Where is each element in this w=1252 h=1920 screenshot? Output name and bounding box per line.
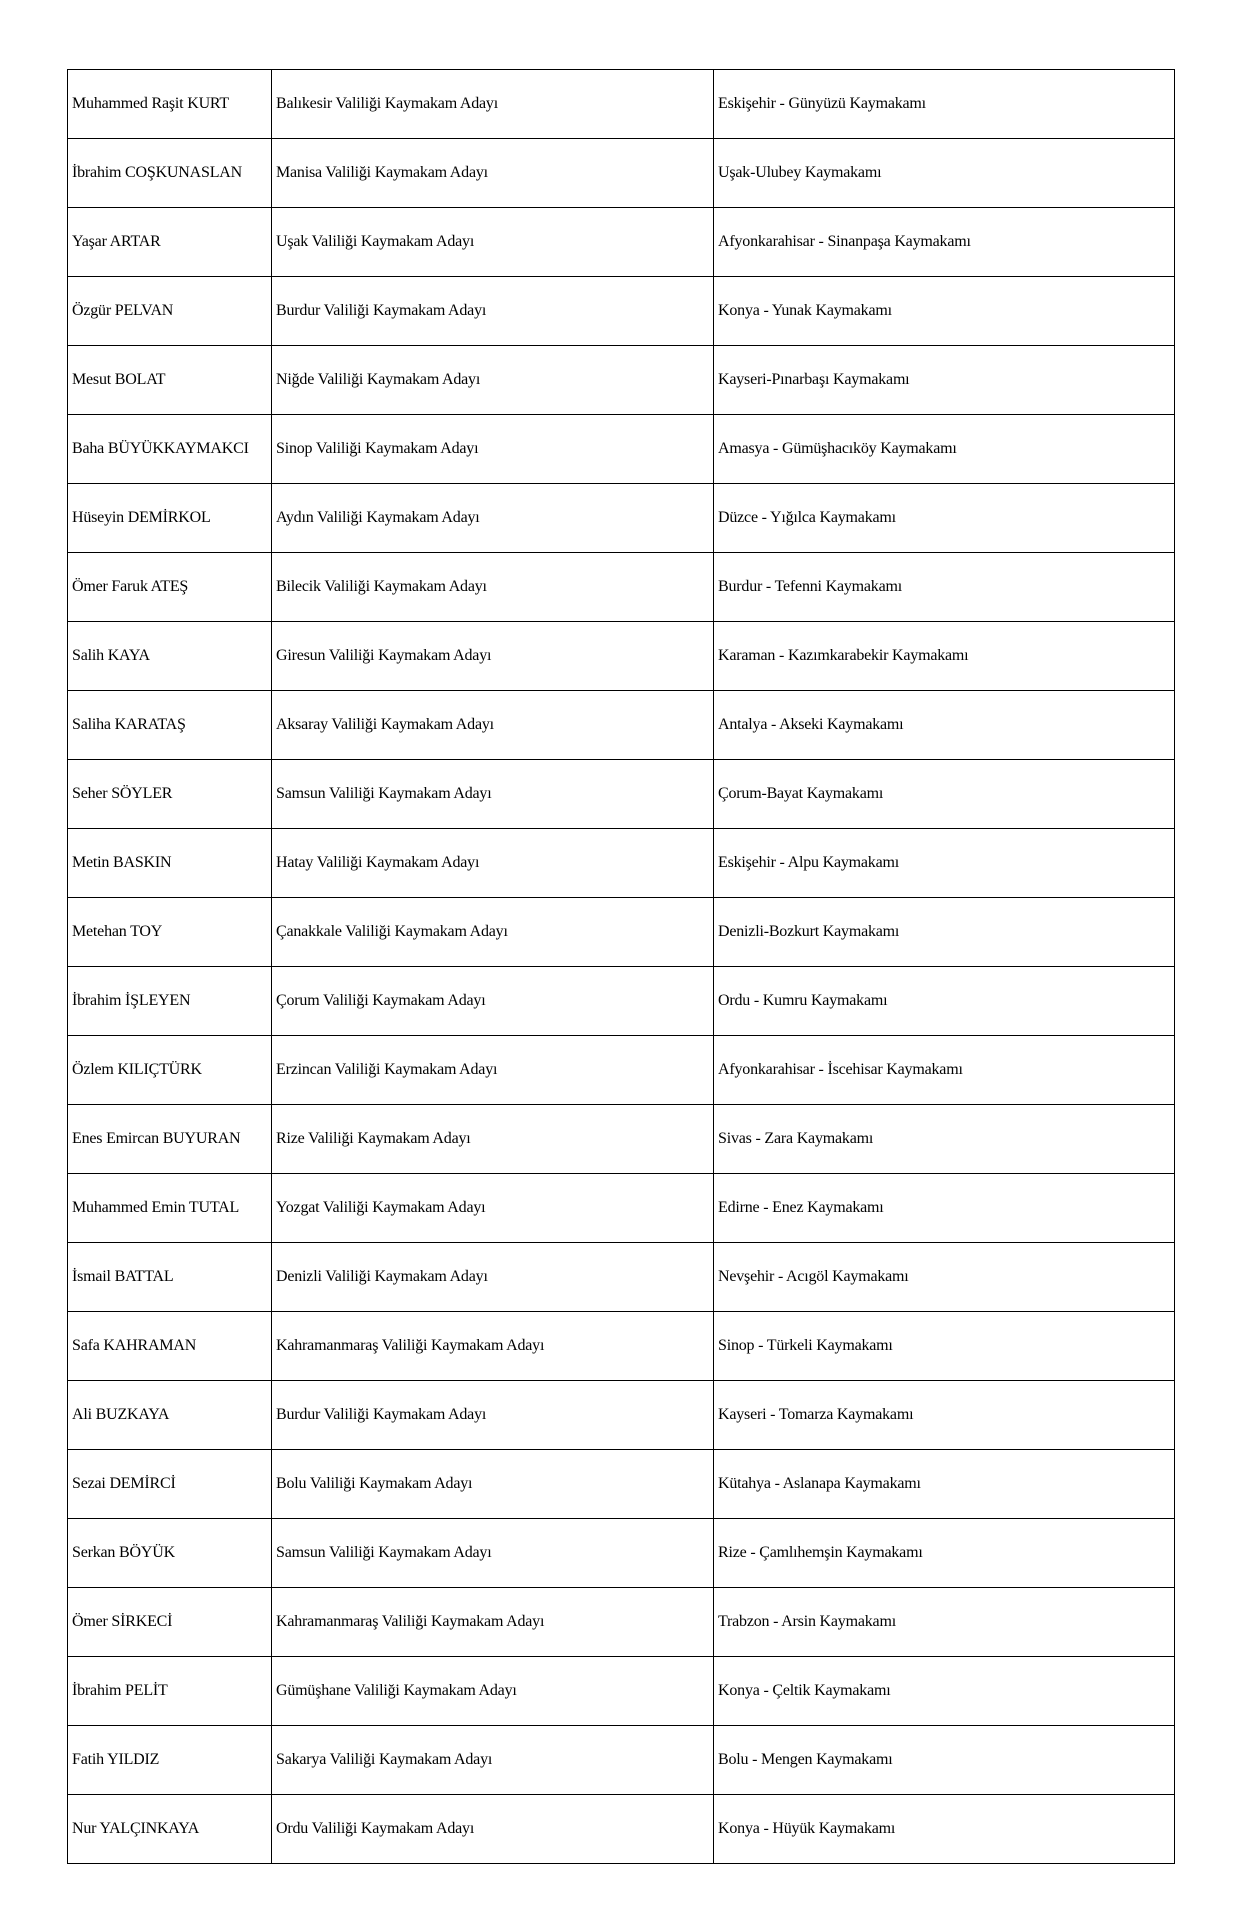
- current-post-cell: Burdur Valiliği Kaymakam Adayı: [272, 1381, 714, 1450]
- table-row: [68, 208, 1175, 277]
- current-post-cell: Çorum Valiliği Kaymakam Adayı: [272, 967, 714, 1036]
- name-cell: Ömer SİRKECİ: [68, 1588, 272, 1657]
- table-row: [68, 70, 1175, 139]
- new-post-cell: Düzce - Yığılca Kaymakamı: [714, 484, 1175, 553]
- table-row: [68, 1174, 1175, 1243]
- table-row: [68, 1243, 1175, 1312]
- current-post-cell: Bilecik Valiliği Kaymakam Adayı: [272, 553, 714, 622]
- current-post-cell: Erzincan Valiliği Kaymakam Adayı: [272, 1036, 714, 1105]
- new-post-cell: Sinop - Türkeli Kaymakamı: [714, 1312, 1175, 1381]
- new-post-cell: Trabzon - Arsin Kaymakamı: [714, 1588, 1175, 1657]
- name-cell: İsmail BATTAL: [68, 1243, 272, 1312]
- new-post-cell: Bolu - Mengen Kaymakamı: [714, 1726, 1175, 1795]
- table-row: [68, 553, 1175, 622]
- table-row: [68, 1657, 1175, 1726]
- current-post-cell: Bolu Valiliği Kaymakam Adayı: [272, 1450, 714, 1519]
- current-post-cell: Hatay Valiliği Kaymakam Adayı: [272, 829, 714, 898]
- new-post-cell: Afyonkarahisar - İscehisar Kaymakamı: [714, 1036, 1175, 1105]
- new-post-cell: Çorum-Bayat Kaymakamı: [714, 760, 1175, 829]
- name-cell: Ali BUZKAYA: [68, 1381, 272, 1450]
- new-post-cell: Kütahya - Aslanapa Kaymakamı: [714, 1450, 1175, 1519]
- name-cell: Özlem KILIÇTÜRK: [68, 1036, 272, 1105]
- name-cell: İbrahim İŞLEYEN: [68, 967, 272, 1036]
- new-post-cell: Nevşehir - Acıgöl Kaymakamı: [714, 1243, 1175, 1312]
- current-post-cell: Yozgat Valiliği Kaymakam Adayı: [272, 1174, 714, 1243]
- name-cell: Ömer Faruk ATEŞ: [68, 553, 272, 622]
- table-row: [68, 484, 1175, 553]
- new-post-cell: Konya - Çeltik Kaymakamı: [714, 1657, 1175, 1726]
- table-row: [68, 346, 1175, 415]
- table-row: [68, 1312, 1175, 1381]
- name-cell: Sezai DEMİRCİ: [68, 1450, 272, 1519]
- name-cell: Salih KAYA: [68, 622, 272, 691]
- table-row: [68, 760, 1175, 829]
- name-cell: İbrahim COŞKUNASLAN: [68, 139, 272, 208]
- name-cell: Seher SÖYLER: [68, 760, 272, 829]
- name-cell: Fatih YILDIZ: [68, 1726, 272, 1795]
- table-row: [68, 829, 1175, 898]
- table-row: [68, 139, 1175, 208]
- table-row: [68, 277, 1175, 346]
- current-post-cell: Giresun Valiliği Kaymakam Adayı: [272, 622, 714, 691]
- new-post-cell: Uşak-Ulubey Kaymakamı: [714, 139, 1175, 208]
- name-cell: Baha BÜYÜKKAYMAKCI: [68, 415, 272, 484]
- name-cell: Serkan BÖYÜK: [68, 1519, 272, 1588]
- new-post-cell: Karaman - Kazımkarabekir Kaymakamı: [714, 622, 1175, 691]
- name-cell: Muhammed Emin TUTAL: [68, 1174, 272, 1243]
- new-post-cell: Denizli-Bozkurt Kaymakamı: [714, 898, 1175, 967]
- new-post-cell: Afyonkarahisar - Sinanpaşa Kaymakamı: [714, 208, 1175, 277]
- table-row: [68, 1036, 1175, 1105]
- new-post-cell: Antalya - Akseki Kaymakamı: [714, 691, 1175, 760]
- current-post-cell: Gümüşhane Valiliği Kaymakam Adayı: [272, 1657, 714, 1726]
- current-post-cell: Aydın Valiliği Kaymakam Adayı: [272, 484, 714, 553]
- name-cell: Safa KAHRAMAN: [68, 1312, 272, 1381]
- current-post-cell: Sakarya Valiliği Kaymakam Adayı: [272, 1726, 714, 1795]
- name-cell: Yaşar ARTAR: [68, 208, 272, 277]
- appointments-table: [67, 69, 1175, 1864]
- table-row: [68, 1105, 1175, 1174]
- current-post-cell: Kahramanmaraş Valiliği Kaymakam Adayı: [272, 1588, 714, 1657]
- table-row: [68, 1381, 1175, 1450]
- current-post-cell: Uşak Valiliği Kaymakam Adayı: [272, 208, 714, 277]
- current-post-cell: Niğde Valiliği Kaymakam Adayı: [272, 346, 714, 415]
- new-post-cell: Kayseri-Pınarbaşı Kaymakamı: [714, 346, 1175, 415]
- table-row: [68, 1450, 1175, 1519]
- table-row: [68, 967, 1175, 1036]
- table-row: [68, 415, 1175, 484]
- new-post-cell: Sivas - Zara Kaymakamı: [714, 1105, 1175, 1174]
- new-post-cell: Eskişehir - Günyüzü Kaymakamı: [714, 70, 1175, 139]
- current-post-cell: Sinop Valiliği Kaymakam Adayı: [272, 415, 714, 484]
- new-post-cell: Edirne - Enez Kaymakamı: [714, 1174, 1175, 1243]
- current-post-cell: Aksaray Valiliği Kaymakam Adayı: [272, 691, 714, 760]
- table-row: [68, 1588, 1175, 1657]
- current-post-cell: Ordu Valiliği Kaymakam Adayı: [272, 1795, 714, 1864]
- current-post-cell: Manisa Valiliği Kaymakam Adayı: [272, 139, 714, 208]
- table-row: [68, 622, 1175, 691]
- name-cell: Enes Emircan BUYURAN: [68, 1105, 272, 1174]
- new-post-cell: Konya - Hüyük Kaymakamı: [714, 1795, 1175, 1864]
- current-post-cell: Denizli Valiliği Kaymakam Adayı: [272, 1243, 714, 1312]
- current-post-cell: Çanakkale Valiliği Kaymakam Adayı: [272, 898, 714, 967]
- current-post-cell: Kahramanmaraş Valiliği Kaymakam Adayı: [272, 1312, 714, 1381]
- new-post-cell: Konya - Yunak Kaymakamı: [714, 277, 1175, 346]
- new-post-cell: Burdur - Tefenni Kaymakamı: [714, 553, 1175, 622]
- name-cell: Nur YALÇINKAYA: [68, 1795, 272, 1864]
- current-post-cell: Balıkesir Valiliği Kaymakam Adayı: [272, 70, 714, 139]
- table-row: [68, 691, 1175, 760]
- new-post-cell: Rize - Çamlıhemşin Kaymakamı: [714, 1519, 1175, 1588]
- table-row: [68, 1726, 1175, 1795]
- new-post-cell: Eskişehir - Alpu Kaymakamı: [714, 829, 1175, 898]
- current-post-cell: Samsun Valiliği Kaymakam Adayı: [272, 1519, 714, 1588]
- current-post-cell: Burdur Valiliği Kaymakam Adayı: [272, 277, 714, 346]
- name-cell: Metin BASKIN: [68, 829, 272, 898]
- name-cell: Saliha KARATAŞ: [68, 691, 272, 760]
- new-post-cell: Ordu - Kumru Kaymakamı: [714, 967, 1175, 1036]
- name-cell: Özgür PELVAN: [68, 277, 272, 346]
- name-cell: Hüseyin DEMİRKOL: [68, 484, 272, 553]
- name-cell: Mesut BOLAT: [68, 346, 272, 415]
- table-row: [68, 898, 1175, 967]
- new-post-cell: Amasya - Gümüşhacıköy Kaymakamı: [714, 415, 1175, 484]
- name-cell: İbrahim PELİT: [68, 1657, 272, 1726]
- current-post-cell: Rize Valiliği Kaymakam Adayı: [272, 1105, 714, 1174]
- name-cell: Metehan TOY: [68, 898, 272, 967]
- new-post-cell: Kayseri - Tomarza Kaymakamı: [714, 1381, 1175, 1450]
- table-row: [68, 1519, 1175, 1588]
- table-row: [68, 1795, 1175, 1864]
- name-cell: Muhammed Raşit KURT: [68, 70, 272, 139]
- current-post-cell: Samsun Valiliği Kaymakam Adayı: [272, 760, 714, 829]
